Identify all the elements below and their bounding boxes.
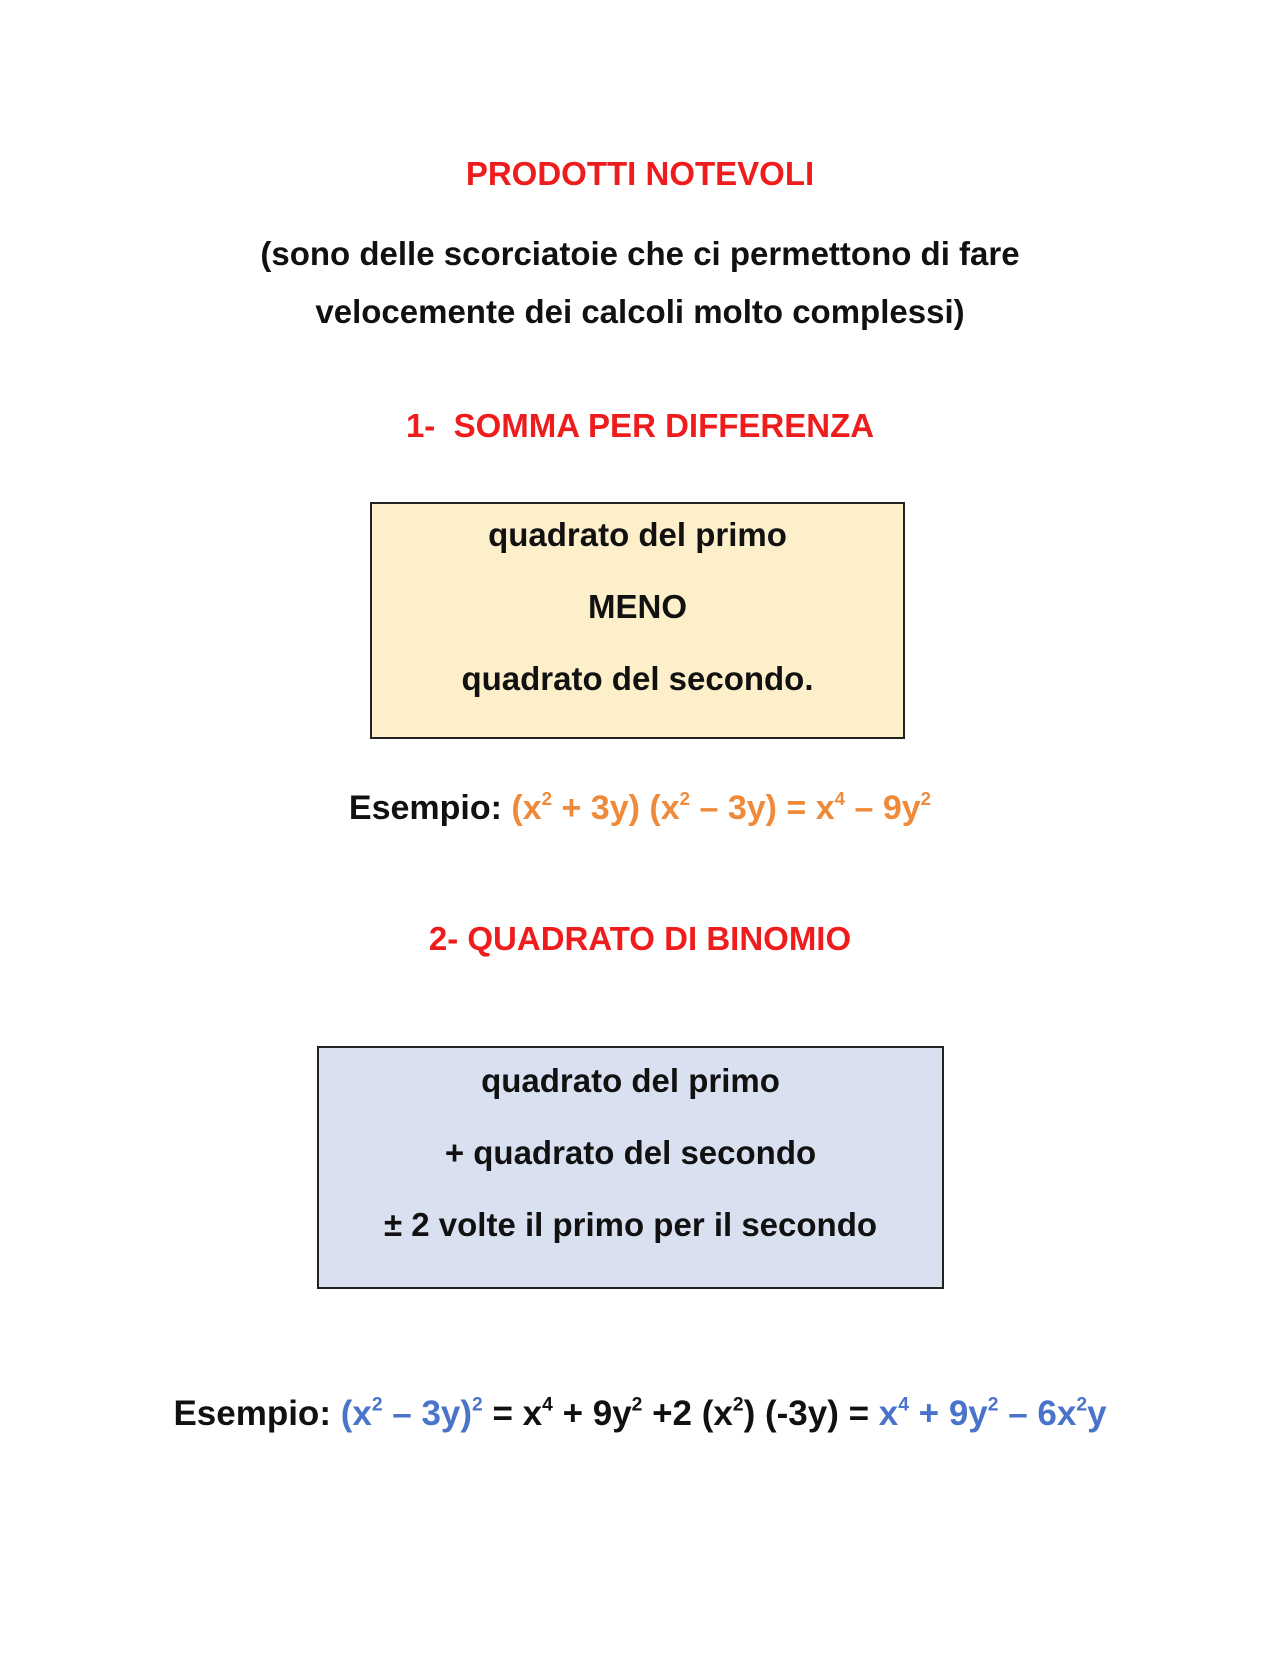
example-2-term: + 9y (908, 1394, 988, 1433)
rule-1-line-2: MENO (588, 588, 687, 625)
example-2-term: +2 (x (642, 1394, 733, 1433)
subtitle-line-1: (sono delle scorciatoie che ci permettono di fare (260, 235, 1020, 272)
example-2-term: (x (340, 1394, 372, 1433)
example-2-exponent: 2 (631, 1394, 643, 1416)
example-2-label: Esempio: (173, 1394, 341, 1433)
page-title: PRODOTTI NOTEVOLI (465, 155, 815, 192)
example-2-term: y (1087, 1394, 1107, 1433)
example-1-exponent: 2 (920, 787, 932, 809)
rule-2-line-3: ± 2 volte il primo per il secondo (383, 1206, 878, 1243)
section-1-example (0, 789, 1280, 828)
example-2-exponent: 2 (732, 1394, 744, 1416)
example-1-term: – 9y (845, 789, 921, 827)
example-2-term: ) (-3y) = (743, 1394, 879, 1433)
example-2-term: = x (482, 1394, 543, 1433)
example-2-exponent: 2 (472, 1394, 483, 1416)
example-2-term: + 9y (552, 1394, 632, 1433)
example-2-exponent: 4 (542, 1394, 553, 1416)
page-subtitle (0, 225, 1280, 341)
example-1-label: Esempio: (348, 789, 512, 827)
example-1-formula (511, 789, 931, 827)
example-1-term: (x (511, 789, 542, 827)
rule-1-line-3: quadrato del secondo. (461, 660, 814, 697)
example-2-term: – 3y) (382, 1394, 473, 1433)
rule-2-line-1: quadrato del primo (481, 1062, 780, 1099)
example-2-exponent: 2 (371, 1394, 383, 1416)
section-2-example (0, 1394, 1280, 1434)
section-1-rule-box (370, 502, 905, 739)
rule-1-line-1: quadrato del primo (488, 516, 787, 553)
section-2-heading: 2- QUADRATO DI BINOMIO (428, 920, 852, 957)
example-1-term: – 3y) = x (690, 789, 835, 827)
example-2-term: x (878, 1394, 899, 1433)
example-2-exponent: 2 (1076, 1394, 1088, 1416)
subtitle-line-2: velocemente dei calcoli molto complessi) (315, 293, 965, 330)
example-1-term: + 3y) (x (552, 789, 680, 827)
example-1-exponent: 2 (541, 787, 553, 809)
example-2-exponent: 2 (987, 1394, 999, 1416)
rule-2-line-2: + quadrato del secondo (444, 1134, 817, 1171)
example-2-term: – 6x (998, 1394, 1077, 1433)
example-2-formula (341, 1394, 1107, 1433)
example-2-exponent: 4 (898, 1394, 909, 1416)
section-2-rule-box (317, 1046, 944, 1289)
example-1-exponent: 2 (679, 787, 691, 809)
example-1-exponent: 4 (834, 787, 846, 809)
section-1-heading: 1- SOMMA PER DIFFERENZA (405, 407, 875, 444)
